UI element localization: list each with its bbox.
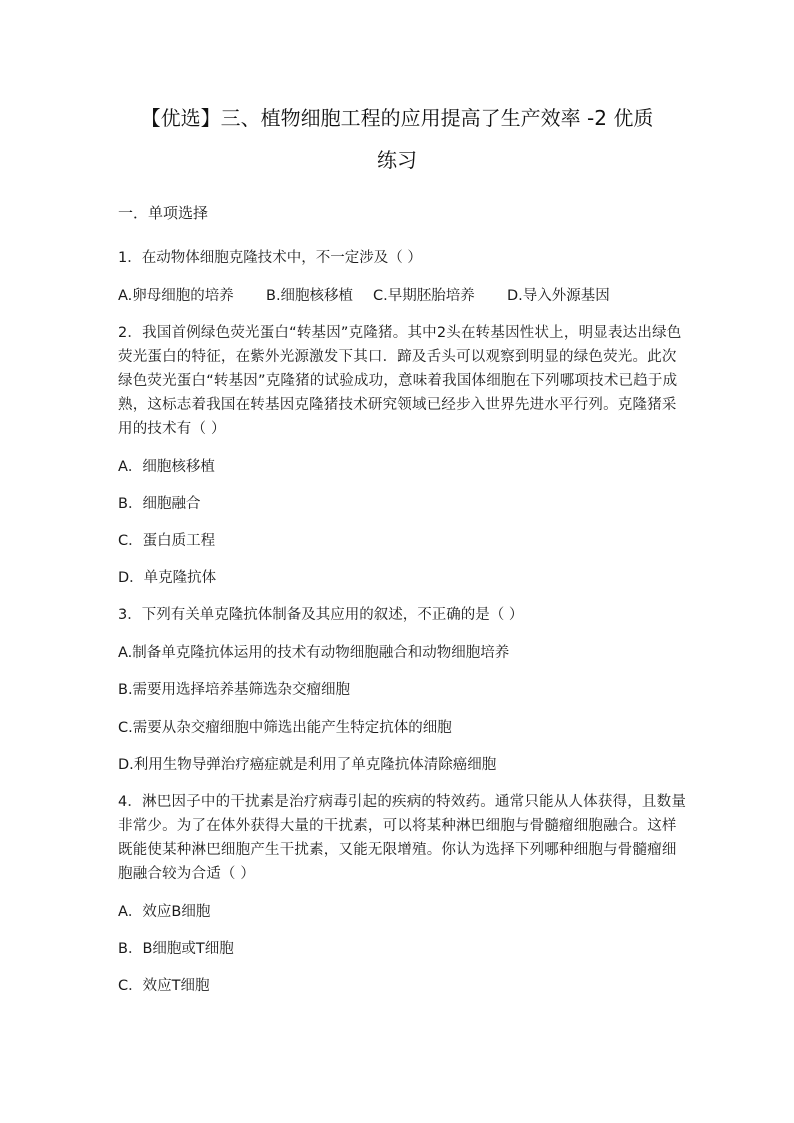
section-heading: 一．单项选择 [118, 204, 209, 222]
title-line-1: 【优选】三、植物细胞工程的应用提高了生产效率 -2 优质 [140, 106, 654, 130]
page-title [100, 97, 694, 181]
question-2-option-c: C．蛋白质工程 [118, 533, 216, 549]
title-line-2: 练习 [377, 148, 417, 172]
question-4-option-b: B．B细胞或T细胞 [118, 941, 234, 957]
question-3-option-b: B.需要用选择培养基筛选杂交瘤细胞 [118, 682, 351, 698]
question-4-stem: 4．淋巴因子中的干扰素是治疗病毒引起的疾病的特效药。通常只能从人体获得，且数量非常少。为了在体外获得大量的干扰素，可以将某种淋巴细胞与骨髓瘤细胞融合。这样既能使某种淋巴细胞产生干扰素，又能无限增殖。你认为选择下列哪种细胞与骨髓瘤细胞融合较为合适（ ） [118, 794, 687, 882]
question-1-option-d: D.导入外源基因 [507, 288, 610, 304]
question-3-option-d: D.利用生物导弹治疗癌症就是利用了单克隆抗体清除癌细胞 [118, 757, 497, 773]
question-1-option-b: B.细胞核移植 [266, 288, 354, 304]
question-2-option-a: A．细胞核移植 [118, 459, 215, 475]
question-3-stem: 3．下列有关单克隆抗体制备及其应用的叙述，不正确的是（ ） [118, 607, 524, 623]
question-2-stem: 2．我国首例绿色荧光蛋白“转基因”克隆猪。其中2头在转基因性状上，明显表达出绿色荧光蛋白的特征，在紫外光源激发下其口．蹄及舌头可以观察到明显的绿色荧光。此次绿色荧光蛋白“转基因”克隆猪的试验成功，意味着我国体细胞在下列哪项技术已趋于成熟，这标志着我国在转基因克隆猪技术研究领域已经步入世界先进水平行列。克隆猪采用的技术有（ ） [118, 325, 682, 437]
question-1-option-c: C.早期胚胎培养 [373, 288, 475, 304]
question-1-option-a: A.卵母细胞的培养 [118, 288, 234, 304]
question-2-option-d: D．单克隆抗体 [118, 570, 217, 586]
question-1-stem: 1．在动物体细胞克隆技术中，不一定涉及（ ） [118, 250, 422, 266]
question-4-option-c: C．效应T细胞 [118, 978, 210, 994]
question-2-option-b: B．细胞融合 [118, 496, 201, 512]
question-3-option-a: A.制备单克隆抗体运用的技术有动物细胞融合和动物细胞培养 [118, 645, 510, 661]
question-4-option-a: A．效应B细胞 [118, 904, 211, 920]
question-1-options [118, 284, 610, 305]
question-3-option-c: C.需要从杂交瘤细胞中筛选出能产生特定抗体的细胞 [118, 720, 452, 736]
